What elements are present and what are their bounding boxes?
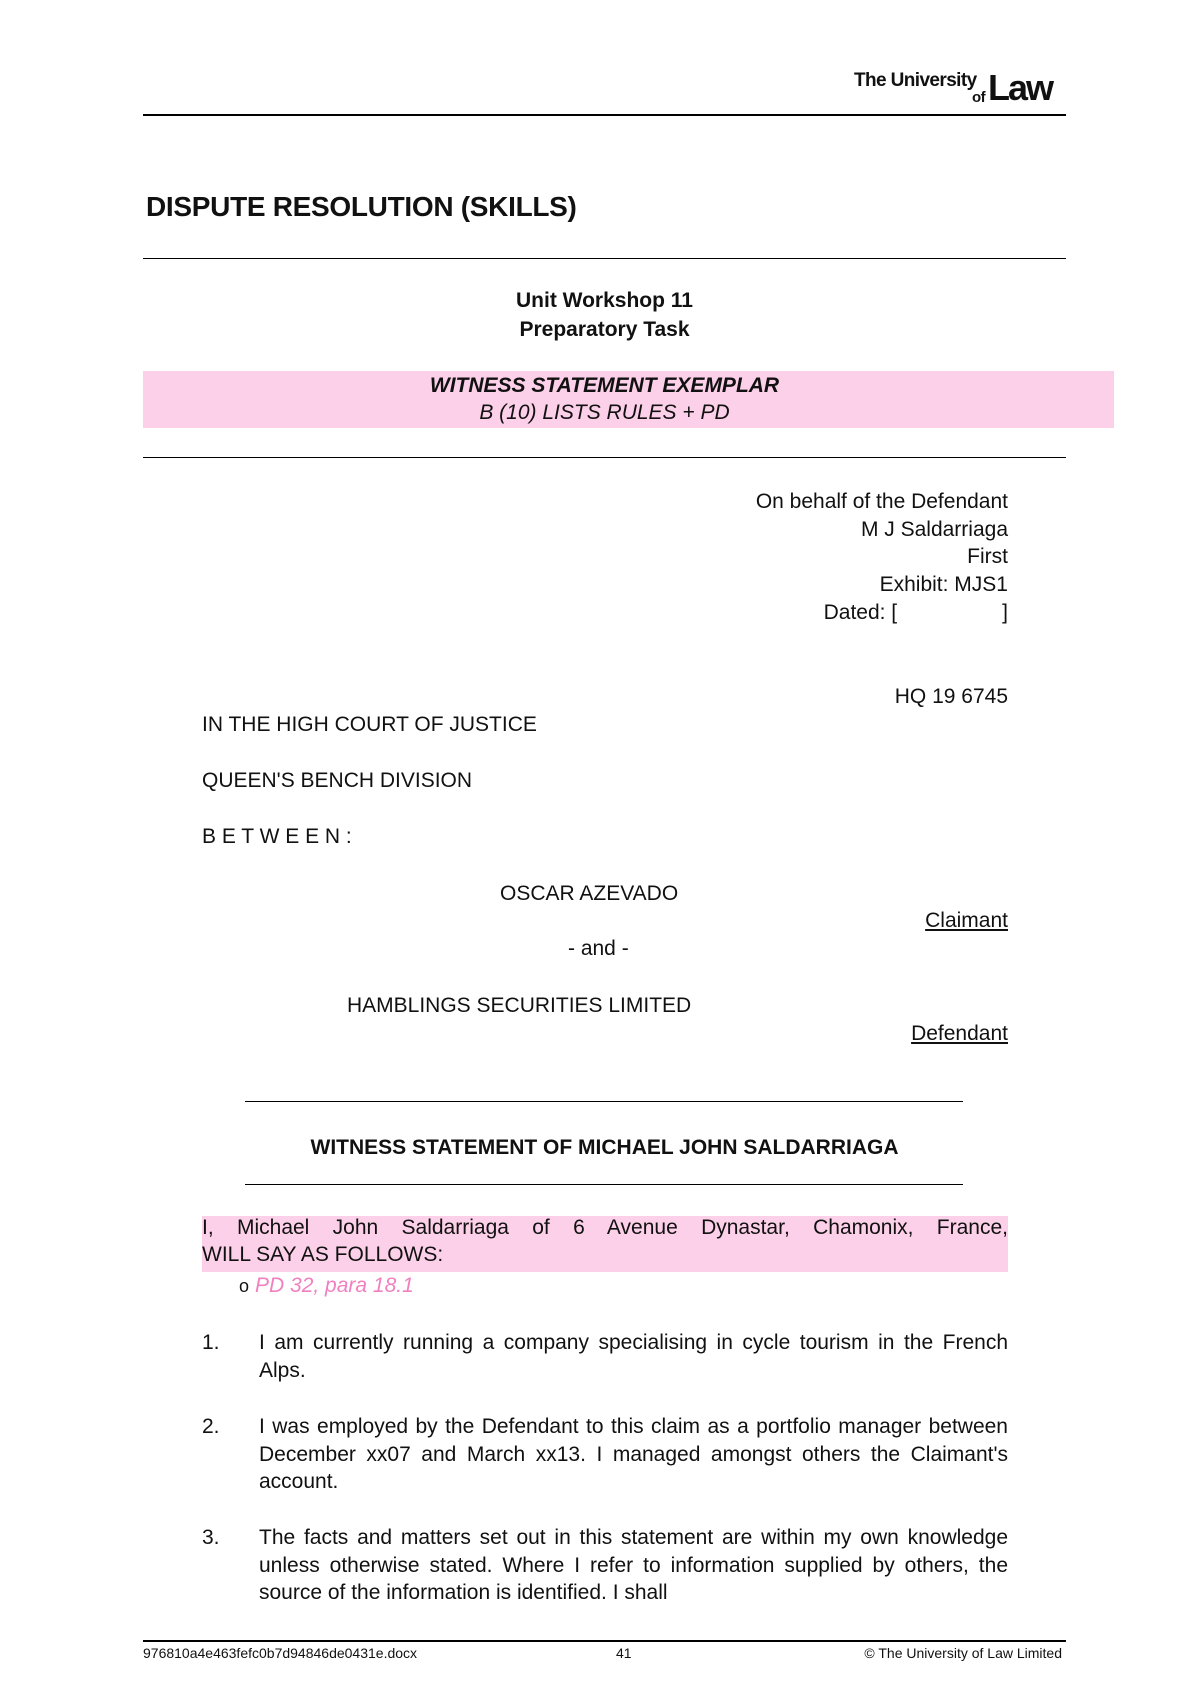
- banner-rule: [143, 457, 1066, 458]
- pd-reference-note: [239, 1274, 414, 1298]
- intro-line-2: WILL SAY AS FOLLOWS:: [202, 1243, 444, 1266]
- claimant-role: Claimant: [925, 909, 1008, 932]
- exhibit-reference: Exhibit: MJS1: [879, 573, 1008, 596]
- paragraph-text: I was employed by the Defendant to this claim as a portfolio manager between December xx07 and March xx13. I managed amongst others the Claimant's account.: [259, 1415, 1008, 1493]
- header-rule: [143, 114, 1066, 116]
- defendant-name: HAMBLINGS SECURITIES LIMITED: [347, 994, 692, 1017]
- paragraph-text: I am currently running a company specialising in cycle tourism in the French Alps.: [259, 1331, 1008, 1382]
- footer-page-number: 41: [616, 1645, 632, 1661]
- title-bottom-rule: [245, 1184, 963, 1185]
- exemplar-subtitle: B (10) LISTS RULES + PD: [479, 401, 730, 424]
- preparatory-task-heading: Preparatory Task: [519, 318, 690, 341]
- exemplar-title: WITNESS STATEMENT EXEMPLAR: [429, 374, 780, 397]
- title-top-rule: [245, 1101, 963, 1102]
- court-name: IN THE HIGH COURT OF JUSTICE: [202, 713, 537, 736]
- witness-statement-title: WITNESS STATEMENT OF MICHAEL JOHN SALDARRIAGA: [310, 1136, 899, 1159]
- document-title: DISPUTE RESOLUTION (SKILLS): [146, 191, 577, 222]
- unit-workshop-heading: Unit Workshop 11: [516, 289, 693, 312]
- bullet-marker: o: [239, 1276, 250, 1296]
- and-separator: - and -: [568, 937, 629, 960]
- defendant-role: Defendant: [911, 1022, 1008, 1045]
- intro-line-1: I, Michael John Saldarriaga of 6 Avenue Dynastar, Chamonix, France,: [202, 1216, 1008, 1239]
- claimant-name: OSCAR AZEVADO: [500, 882, 679, 905]
- logo-of: of: [972, 89, 986, 106]
- logo-law: Law: [988, 67, 1053, 108]
- logo-the-university: The University: [854, 70, 977, 91]
- witness-name: M J Saldarriaga: [860, 518, 1008, 541]
- paragraph-number: 3.: [202, 1526, 220, 1549]
- paragraph-number: 1.: [202, 1331, 220, 1354]
- dated-field: Dated: [ ]: [823, 601, 1008, 624]
- pd-reference-text: PD 32, para 18.1: [255, 1274, 414, 1297]
- claim-number: HQ 19 6745: [894, 685, 1008, 708]
- university-of-law-logo: [854, 68, 1064, 108]
- exemplar-banner: [143, 371, 1114, 428]
- statement-number: First: [967, 545, 1008, 568]
- paragraph-number: 2.: [202, 1415, 220, 1438]
- footer-copyright: © The University of Law Limited: [864, 1645, 1062, 1661]
- intro-highlight: [202, 1216, 1008, 1272]
- footer-rule: [143, 1640, 1066, 1642]
- court-division: QUEEN'S BENCH DIVISION: [202, 769, 473, 792]
- footer-filename: 976810a4e463fefc0b7d94846de0431e.docx: [143, 1645, 418, 1661]
- on-behalf-of: On behalf of the Defendant: [755, 490, 1008, 513]
- title-rule: [143, 258, 1066, 259]
- between-label: B E T W E E N :: [202, 825, 352, 848]
- paragraph-text: The facts and matters set out in this statement are within my own knowledge unless otherwise stated. Where I refer to information supplied by others, the source of the information is identified. I shall: [259, 1526, 1008, 1604]
